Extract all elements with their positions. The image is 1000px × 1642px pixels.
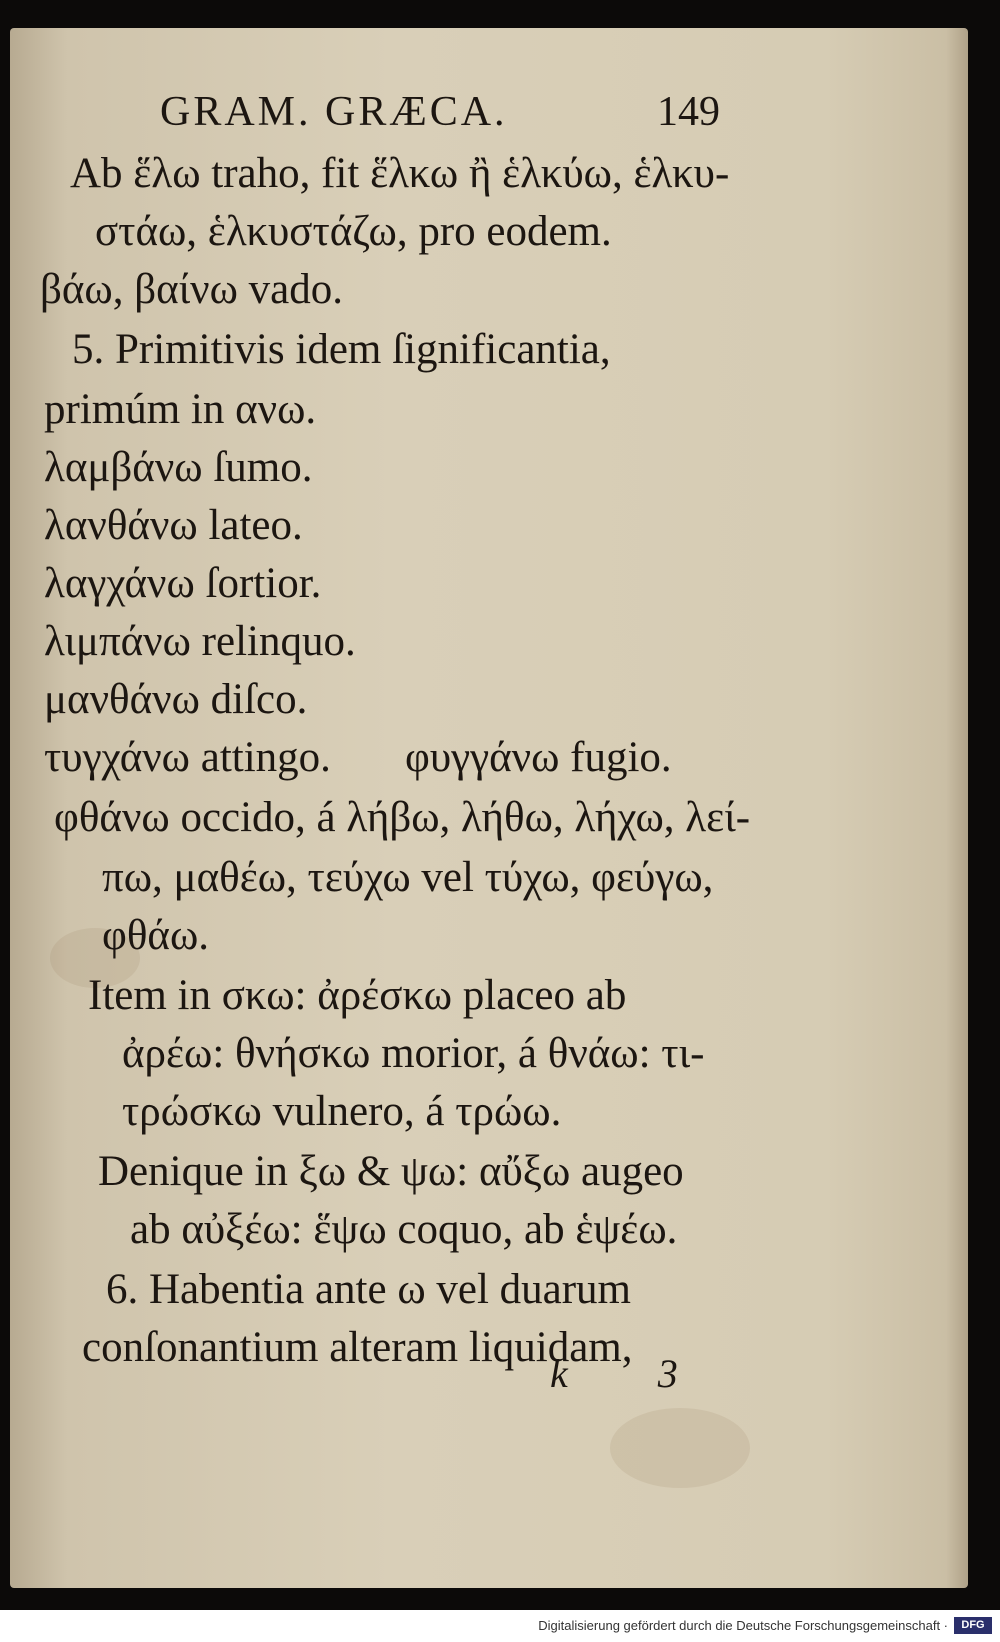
text-line: τυγχάνω attingo. xyxy=(44,734,331,781)
text-line: φθάω. xyxy=(102,912,209,959)
digitization-footer xyxy=(0,1610,1000,1642)
page-edge-shadow xyxy=(946,28,968,1588)
text-line: μανθάνω diſco. xyxy=(44,676,308,723)
text-line: Ab ἕλω traho, fit ἕλκω ἢ ἑλκύω, ἑλκυ- xyxy=(70,150,730,197)
page-number: 149 xyxy=(657,89,720,135)
signature-mark: k 3 xyxy=(550,1351,718,1396)
text-line: conſonantium alteram liquidam, xyxy=(82,1324,633,1371)
text-line: 6. Habentia ante ω vel duarum xyxy=(106,1266,632,1313)
running-head: GRAM. GRÆCA. xyxy=(160,89,508,135)
book-page xyxy=(10,28,968,1588)
text-line: Denique in ξω & ψω: αὔξω augeo xyxy=(98,1148,684,1195)
dfg-logo: DFG xyxy=(954,1617,992,1634)
text-line: λαμβάνω ſumo. xyxy=(44,444,313,491)
text-line: λιμπάνω relinquo. xyxy=(44,618,356,665)
paper-stain xyxy=(610,1408,750,1488)
text-line: ab αὐξέω: ἕψω coquo, ab ἑψέω. xyxy=(130,1206,678,1253)
text-line: φθάνω occido, á λήβω, λήθω, λήχω, λεί- xyxy=(54,794,751,841)
text-line: primúm in ανω. xyxy=(44,386,317,433)
text-line: ἀρέω: θνήσκω morior, á θνάω: τι- xyxy=(122,1030,705,1077)
text-line: βάω, βαίνω vado. xyxy=(40,266,344,313)
text-line: στάω, ἑλκυστάζω, pro eodem. xyxy=(95,208,612,255)
funding-credit: Digitalisierung gefördert durch die Deutsche Forschungsgemeinschaft · xyxy=(538,1618,948,1633)
text-line: τρώσκω vulnero, á τρώω. xyxy=(122,1088,562,1135)
text-line: 5. Primitivis idem ſignificantia, xyxy=(72,326,611,373)
text-line: φυγγάνω fugio. xyxy=(405,734,672,781)
text-line: Item in σκω: ἀρέσκω placeo ab xyxy=(88,972,627,1019)
text-line: λαγχάνω ſortior. xyxy=(44,560,322,607)
text-line: λανθάνω lateo. xyxy=(44,502,303,549)
text-line: πω, μαθέω, τεύχω vel τύχω, φεύγω, xyxy=(102,854,714,901)
running-header xyxy=(160,78,720,148)
